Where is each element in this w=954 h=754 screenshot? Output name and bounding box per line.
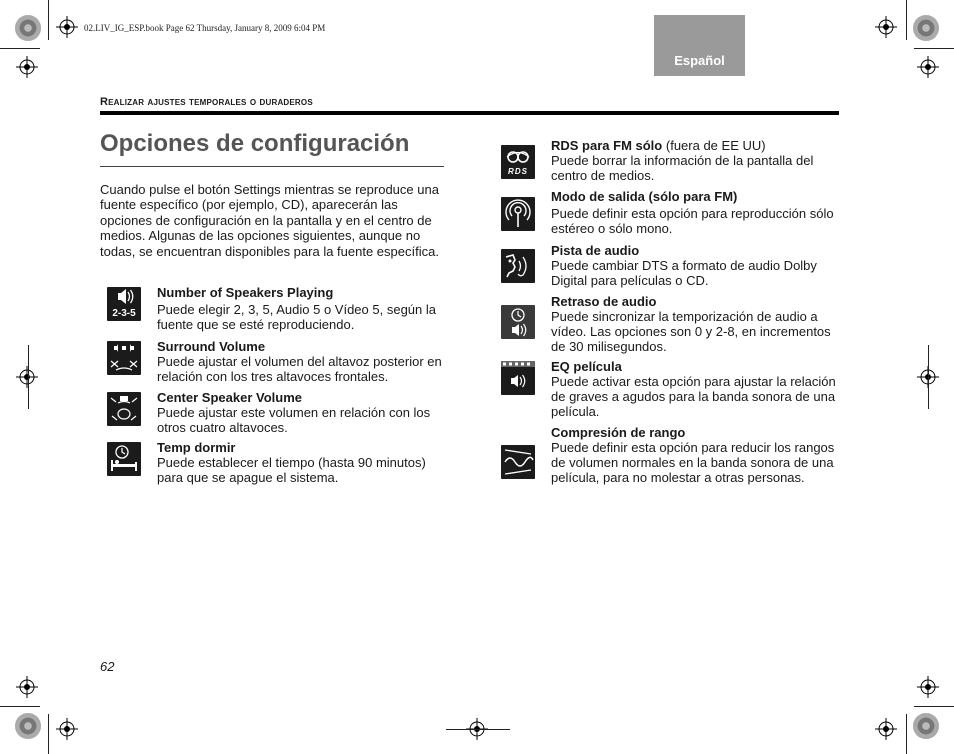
- trim-line: [0, 48, 40, 49]
- page-title: Opciones de configuración: [100, 130, 410, 157]
- language-tab-label: Español: [674, 53, 725, 68]
- trim-line: [48, 0, 49, 40]
- option-title: Number of Speakers Playing: [157, 285, 334, 300]
- trim-line: [914, 48, 954, 49]
- color-rosette-bottom-right: [913, 713, 939, 739]
- rds-icon: [501, 145, 535, 179]
- movie-eq-icon: [501, 361, 535, 395]
- speaker-count-icon: [107, 287, 141, 321]
- option-title: Center Speaker Volume: [157, 390, 302, 405]
- registration-mark-icon: [917, 676, 939, 698]
- option-title: RDS para FM sólo: [551, 138, 663, 153]
- option-description: Puede borrar la información de la pantalla del centro de medios.: [551, 153, 814, 183]
- option-description: Puede definir esta opción para reducir los rangos de volumen normales en la banda sonora de una película, para no molestar a otras personas.: [551, 440, 835, 485]
- option-description: Puede ajustar el volumen del altavoz posterior en relación con los tres altavoces frontales.: [157, 354, 442, 384]
- option-description: Puede definir esta opción para reproducción sólo estéreo o sólo mono.: [551, 206, 834, 236]
- speaker-count-icon-label: 2-3-5: [112, 308, 136, 319]
- registration-mark-icon: [875, 718, 897, 740]
- color-rosette-top-left: [15, 15, 41, 41]
- registration-mark-icon: [16, 56, 38, 78]
- option-title: Pista de audio: [551, 243, 640, 258]
- trim-line: [914, 706, 954, 707]
- trim-line: [906, 0, 907, 40]
- option-title-suffix: (fuera de EE UU): [665, 138, 766, 153]
- registration-mark-icon: [917, 56, 939, 78]
- option-title: Compresión de rango: [551, 425, 686, 440]
- trim-line: [28, 345, 29, 409]
- surround-volume-icon: [107, 341, 141, 375]
- page-number: 62: [100, 659, 115, 674]
- option-description: Puede establecer el tiempo (hasta 90 minutos) para que se apague el sistema.: [157, 455, 426, 485]
- registration-mark-icon: [56, 718, 78, 740]
- rds-icon-label: RDS: [508, 167, 528, 176]
- center-speaker-icon: [107, 392, 141, 426]
- option-description: Puede activar esta opción para ajustar la relación de graves a agudos para la banda sonora de una película.: [551, 374, 836, 419]
- sleep-timer-icon: [107, 442, 141, 476]
- registration-mark-icon: [16, 676, 38, 698]
- registration-mark-icon: [16, 366, 38, 388]
- trim-line: [0, 706, 40, 707]
- trim-line: [48, 714, 49, 754]
- color-rosette-bottom-left: [15, 713, 41, 739]
- trim-line: [906, 714, 907, 754]
- option-description: Puede ajustar este volumen en relación con los otros cuatro altavoces.: [157, 405, 431, 435]
- book-header: 02.LIV_IG_ESP.book Page 62 Thursday, January 8, 2009 6:04 PM: [84, 23, 326, 33]
- color-rosette-top-right: [913, 15, 939, 41]
- fm-output-icon: [501, 197, 535, 231]
- option-description: Puede sincronizar la temporización de audio a vídeo. Las opciones son 0 y 2-8, en incrementos de 30 milisegundos.: [551, 309, 831, 354]
- option-title: EQ película: [551, 359, 622, 374]
- option-title: Surround Volume: [157, 339, 266, 354]
- title-divider: [100, 166, 444, 167]
- language-tab: [654, 15, 745, 76]
- option-description: Puede cambiar DTS a formato de audio Dolby Digital para películas o CD.: [551, 258, 817, 288]
- section-divider: [100, 111, 839, 115]
- registration-mark-icon: [56, 16, 78, 38]
- option-description: Puede elegir 2, 3, 5, Audio 5 o Vídeo 5, según la fuente que se esté reproduciendo.: [157, 302, 436, 332]
- registration-mark-icon: [875, 16, 897, 38]
- trim-line: [928, 345, 929, 409]
- range-compression-icon: [501, 445, 535, 479]
- option-title: Modo de salida (sólo para FM): [551, 189, 738, 204]
- option-title: Temp dormir: [157, 440, 236, 455]
- section-title: Realizar ajustes temporales o duraderos: [100, 96, 313, 108]
- audio-delay-icon: [501, 305, 535, 339]
- trim-line: [446, 729, 510, 730]
- intro-paragraph: Cuando pulse el botón Settings mientras se reproduce una fuente específico (por ejemplo, CD), aparecerán las opciones de configuración en la pantalla y en el centro de medios. Algunas de las opciones siguientes, aunque no todas, se encuentran disponibles para la fuente específica.: [100, 182, 439, 259]
- option-title: Retraso de audio: [551, 294, 657, 309]
- audio-track-icon: [501, 249, 535, 283]
